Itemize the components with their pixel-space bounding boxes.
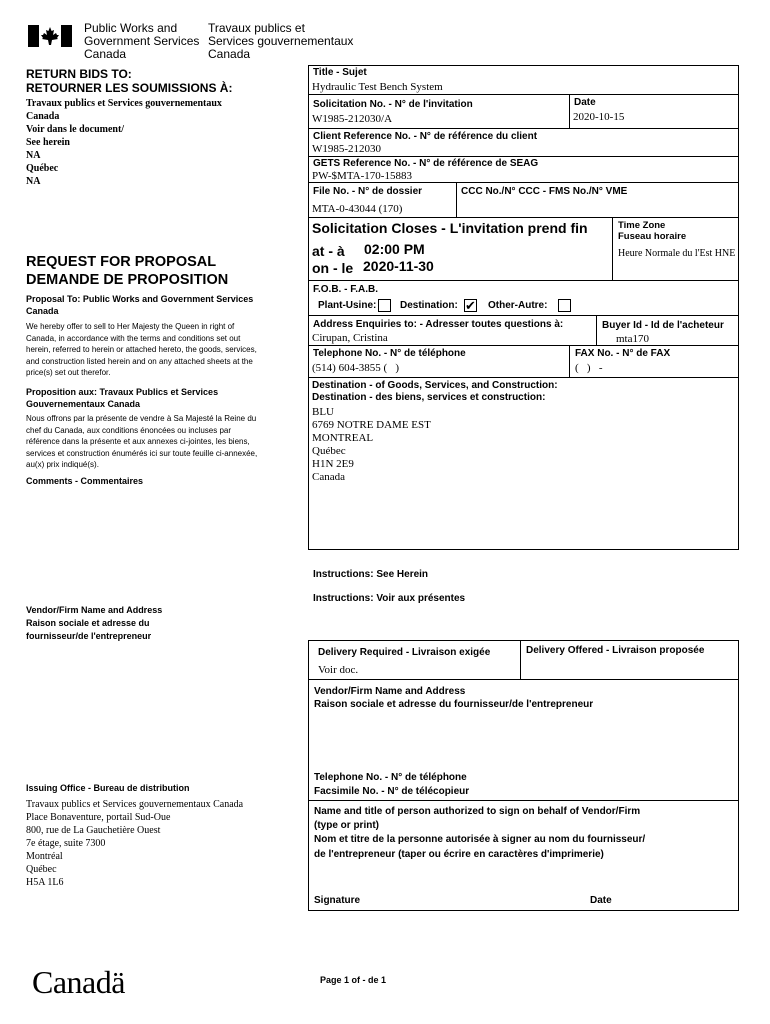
vendor-left-line: Vendor/Firm Name and Address	[26, 605, 163, 615]
title-label: Title - Sujet	[313, 67, 367, 78]
divider	[569, 94, 570, 128]
divider	[569, 345, 570, 377]
return-line: Québec	[26, 163, 59, 174]
request-title-fr: DEMANDE DE PROPOSITION	[26, 272, 229, 288]
on-label: on - le	[312, 260, 354, 276]
file-value: MTA-0-43044 (170)	[312, 203, 403, 215]
vendor-name-label-fr: Raison sociale et adresse du fournisseur/de l'entrepreneur	[314, 699, 594, 710]
destination-checkbox[interactable]: ✔	[465, 298, 476, 313]
divider	[596, 315, 597, 345]
divider	[308, 679, 739, 680]
divider	[308, 128, 739, 129]
divider	[308, 280, 739, 281]
gets-label: GETS Reference No. - N° de référence de SEAG	[313, 158, 539, 169]
divider	[308, 315, 739, 316]
issuing-line: 800, rue de La Gauchetière Ouest	[26, 825, 161, 836]
date-value: 2020-10-15	[573, 111, 625, 123]
closes-label: Solicitation Closes - L'invitation prend fin	[312, 220, 588, 236]
divider	[520, 640, 521, 679]
vendor-facsimile-label: Facsimile No. - N° de télécopieur	[314, 786, 470, 797]
page-number: Page 1 of - de 1	[320, 975, 387, 985]
request-title-en: REQUEST FOR PROPOSAL	[26, 254, 217, 270]
at-label: at - à	[312, 243, 345, 259]
authorized-line-4: de l'entrepreneur (taper ou écrire en caractères d'imprimerie)	[314, 849, 604, 860]
destination-label: Destination:	[400, 300, 458, 311]
proposition-aux-body: Nous offrons par la présente de vendre à Sa Majesté la Reine du chef du Canada, aux conditions énoncées ou incluses par référence dans la présente et aux annexes ci-jointes, les biens, services et construction énumérés ici sur toute feuille ci-annexée, au(x) prix indiqué(s).	[26, 414, 258, 469]
close-date-value: 2020-11-30	[363, 258, 434, 274]
return-bids-address	[26, 97, 222, 188]
telephone-label: Telephone No. - N° de téléphone	[313, 348, 466, 359]
client-ref-label: Client Reference No. - N° de référence du client	[313, 131, 538, 142]
tz-label-fr: Fuseau horaire	[618, 231, 687, 242]
vendor-left-line: fournisseur/de l'entrepreneur	[26, 631, 152, 641]
return-line: Canada	[26, 111, 60, 122]
divider	[308, 377, 739, 378]
solicitation-label: Solicitation No. - N° de l'invitation	[313, 99, 473, 110]
ccc-label: CCC No./N° CCC - FMS No./N° VME	[461, 186, 628, 197]
department-name-fr: Travaux publics et Services gouvernementaux Canada	[208, 21, 354, 61]
dest-line: 6769 NOTRE DAME EST	[312, 419, 431, 431]
issuing-line: Québec	[26, 864, 57, 875]
dest-line: H1N 2E9	[312, 458, 354, 470]
divider	[308, 800, 739, 801]
authorized-line-1: Name and title of person authorized to sign on behalf of Vendor/Firm	[314, 806, 641, 817]
return-line: NA	[26, 150, 41, 161]
canada-flag-icon	[28, 25, 72, 47]
time-value: 02:00 PM	[364, 241, 425, 257]
return-line: Voir dans le document/	[26, 124, 125, 135]
delivery-required-value: Voir doc.	[318, 664, 359, 676]
authorized-line-2: (type or print)	[314, 820, 379, 831]
plant-checkbox[interactable]	[378, 299, 391, 312]
issuing-line: H5A 1L6	[26, 877, 64, 888]
proposal-to-body: We hereby offer to sell to Her Majesty the Queen in right of Canada, in accordance with the terms and conditions set out herein, referred to herein or attached hereto, the goods, services, and construction listed herein and on any attached sheets at the price(s) set out therefor.	[26, 322, 257, 377]
date-label: Date	[574, 97, 596, 108]
solicitation-value: W1985-212030/A	[312, 113, 393, 125]
delivery-required-label: Delivery Required - Livraison exigée	[318, 647, 491, 658]
dest-goods-label-en: Destination - of Goods, Services, and Construction:	[312, 380, 558, 391]
other-label: Other-Autre:	[488, 300, 548, 311]
file-label: File No. - N° de dossier	[313, 186, 423, 197]
other-checkbox[interactable]	[558, 299, 571, 312]
canada-wordmark: Canadä	[32, 964, 125, 1000]
address-enquiries-value: Cirupan, Cristina	[312, 332, 388, 344]
return-bids-title-fr: RETOURNER LES SOUMISSIONS À:	[26, 81, 233, 95]
gets-value: PW-$MTA-170-15883	[312, 170, 412, 182]
vendor-left-line: Raison sociale et adresse du	[26, 618, 150, 628]
fax-value: ( ) -	[575, 362, 603, 374]
signature-label: Signature	[314, 895, 361, 906]
dest-goods-label-fr: Destination - des biens, services et construction:	[312, 392, 546, 403]
dest-line: BLU	[312, 406, 334, 418]
divider	[456, 182, 457, 217]
divider	[308, 345, 739, 346]
divider	[308, 94, 739, 95]
divider	[308, 156, 739, 157]
dest-address	[312, 406, 431, 484]
issuing-line: Place Bonaventure, portail Sud-Oue	[26, 812, 171, 823]
fax-label: FAX No. - N° de FAX	[575, 348, 671, 359]
dest-line: Canada	[312, 471, 345, 483]
dest-line: MONTREAL	[312, 432, 374, 444]
proposition-aux-heading: Proposition aux: Travaux Publics et Services Gouvernementaux Canada	[26, 387, 219, 409]
issuing-line: 7e étage, suite 7300	[26, 838, 106, 849]
plant-label: Plant-Usine:	[318, 300, 377, 311]
department-name-en: Public Works and Government Services Canada	[84, 21, 200, 61]
proposal-to-heading: Proposal To: Public Works and Government Services Canada	[26, 294, 254, 316]
vendor-telephone-label: Telephone No. - N° de téléphone	[314, 772, 467, 783]
instructions-en: Instructions: See Herein	[313, 569, 429, 580]
issuing-office-heading: Issuing Office - Bureau de distribution	[26, 783, 190, 793]
delivery-offered-label: Delivery Offered - Livraison proposée	[526, 645, 705, 656]
issuing-line: Montréal	[26, 851, 63, 862]
return-line: NA	[26, 176, 41, 187]
divider	[308, 182, 739, 183]
divider	[612, 217, 613, 280]
client-ref-value: W1985-212030	[312, 143, 382, 155]
address-enquiries-label: Address Enquiries to: - Adresser toutes questions à:	[313, 319, 564, 330]
return-line: See herein	[26, 137, 70, 148]
comments-label: Comments - Commentaires	[26, 476, 144, 486]
return-bids-title-en: RETURN BIDS TO:	[26, 67, 132, 81]
buyer-label: Buyer Id - Id de l'acheteur	[602, 320, 724, 331]
buyer-value: mta170	[616, 333, 649, 345]
return-line: Travaux publics et Services gouvernementaux	[26, 98, 222, 109]
issuing-line: Travaux publics et Services gouvernementaux Canada	[26, 799, 244, 810]
instructions-fr: Instructions: Voir aux présentes	[313, 593, 466, 604]
dest-line: Québec	[312, 445, 346, 457]
fob-label: F.O.B. - F.A.B.	[313, 284, 378, 295]
issuing-office-address	[26, 798, 243, 889]
vendor-left-label	[26, 604, 162, 643]
signature-date-label: Date	[590, 895, 612, 906]
vendor-name-label-en: Vendor/Firm Name and Address	[314, 686, 466, 697]
authorized-line-3: Nom et titre de la personne autorisée à signer au nom du fournisseur/	[314, 834, 646, 845]
tz-label-en: Time Zone	[618, 220, 666, 231]
tz-value: Heure Normale du l'Est HNE	[618, 248, 736, 259]
title-value: Hydraulic Test Bench System	[312, 81, 443, 93]
telephone-value: (514) 604-3855 ( )	[312, 362, 400, 374]
divider	[308, 217, 739, 218]
